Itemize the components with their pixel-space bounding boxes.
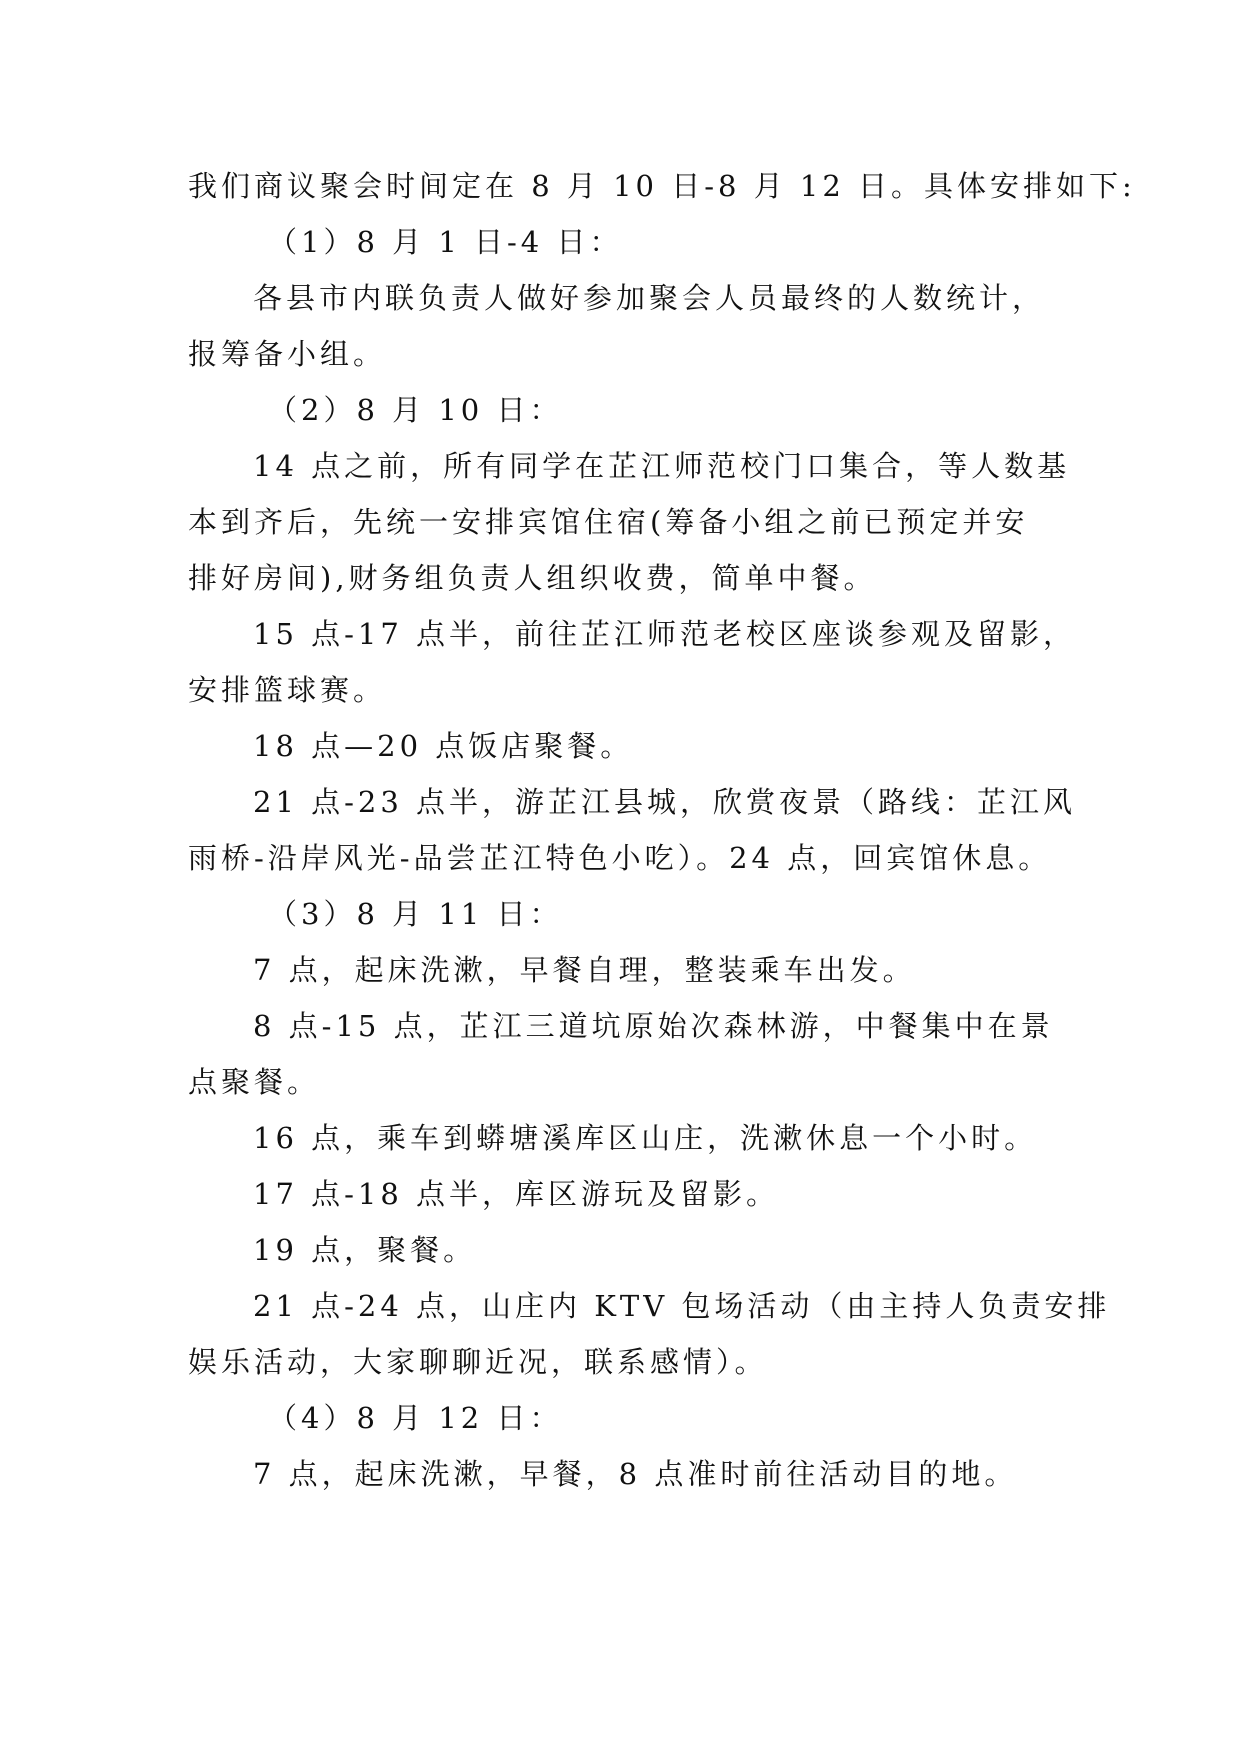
text-line: 我们商议聚会时间定在 8 月 10 日-8 月 12 日。具体安排如下: (188, 169, 1136, 203)
text-line: 14 点之前，所有同学在芷江师范校门口集合，等人数基 (253, 449, 1071, 483)
text-line: 安排篮球赛。 (188, 673, 387, 707)
text-line: 各县市内联负责人做好参加聚会人员最终的人数统计， (253, 281, 1046, 315)
text-line: 娱乐活动，大家聊聊近况，联系感情）。 (188, 1345, 768, 1379)
text-line: 18 点—20 点饭店聚餐。 (253, 729, 634, 763)
text-line: 21 点-24 点，山庄内 KTV 包场活动（由主持人负责安排 (253, 1289, 1111, 1323)
section-heading: （4）8 月 12 日： (268, 1401, 563, 1435)
text-line: 7 点，起床洗漱，早餐自理，整装乘车出发。 (253, 953, 916, 987)
text-line: 本到齐后，先统一安排宾馆住宿(筹备小组之前已预定并安 (188, 505, 1029, 539)
text-line: 21 点-23 点半，游芷江县城，欣赏夜景（路线：芷江风 (253, 785, 1077, 819)
text-line: 排好房间),财务组负责人组织收费，简单中餐。 (188, 561, 877, 595)
text-line: 8 点-15 点，芷江三道坑原始次森林游，中餐集中在景 (253, 1009, 1054, 1043)
text-line: 17 点-18 点半，库区游玩及留影。 (253, 1177, 780, 1211)
text-line: 16 点，乘车到蟒塘溪库区山庄，洗漱休息一个小时。 (253, 1121, 1038, 1155)
section-heading: （3）8 月 11 日： (268, 897, 563, 931)
text-line: 19 点，聚餐。 (253, 1233, 477, 1267)
section-heading: （2）8 月 10 日： (268, 393, 563, 427)
text-line: 15 点-17 点半，前往芷江师范老校区座谈参观及留影， (253, 617, 1077, 651)
text-line: 点聚餐。 (188, 1065, 321, 1099)
text-line: 雨桥-沿岸风光-品尝芷江特色小吃）。24 点，回宾馆休息。 (188, 841, 1052, 875)
text-line: 7 点，起床洗漱，早餐，8 点准时前往活动目的地。 (253, 1457, 1018, 1491)
section-heading: （1）8 月 1 日-4 日： (268, 225, 623, 259)
text-line: 报筹备小组。 (188, 337, 387, 371)
